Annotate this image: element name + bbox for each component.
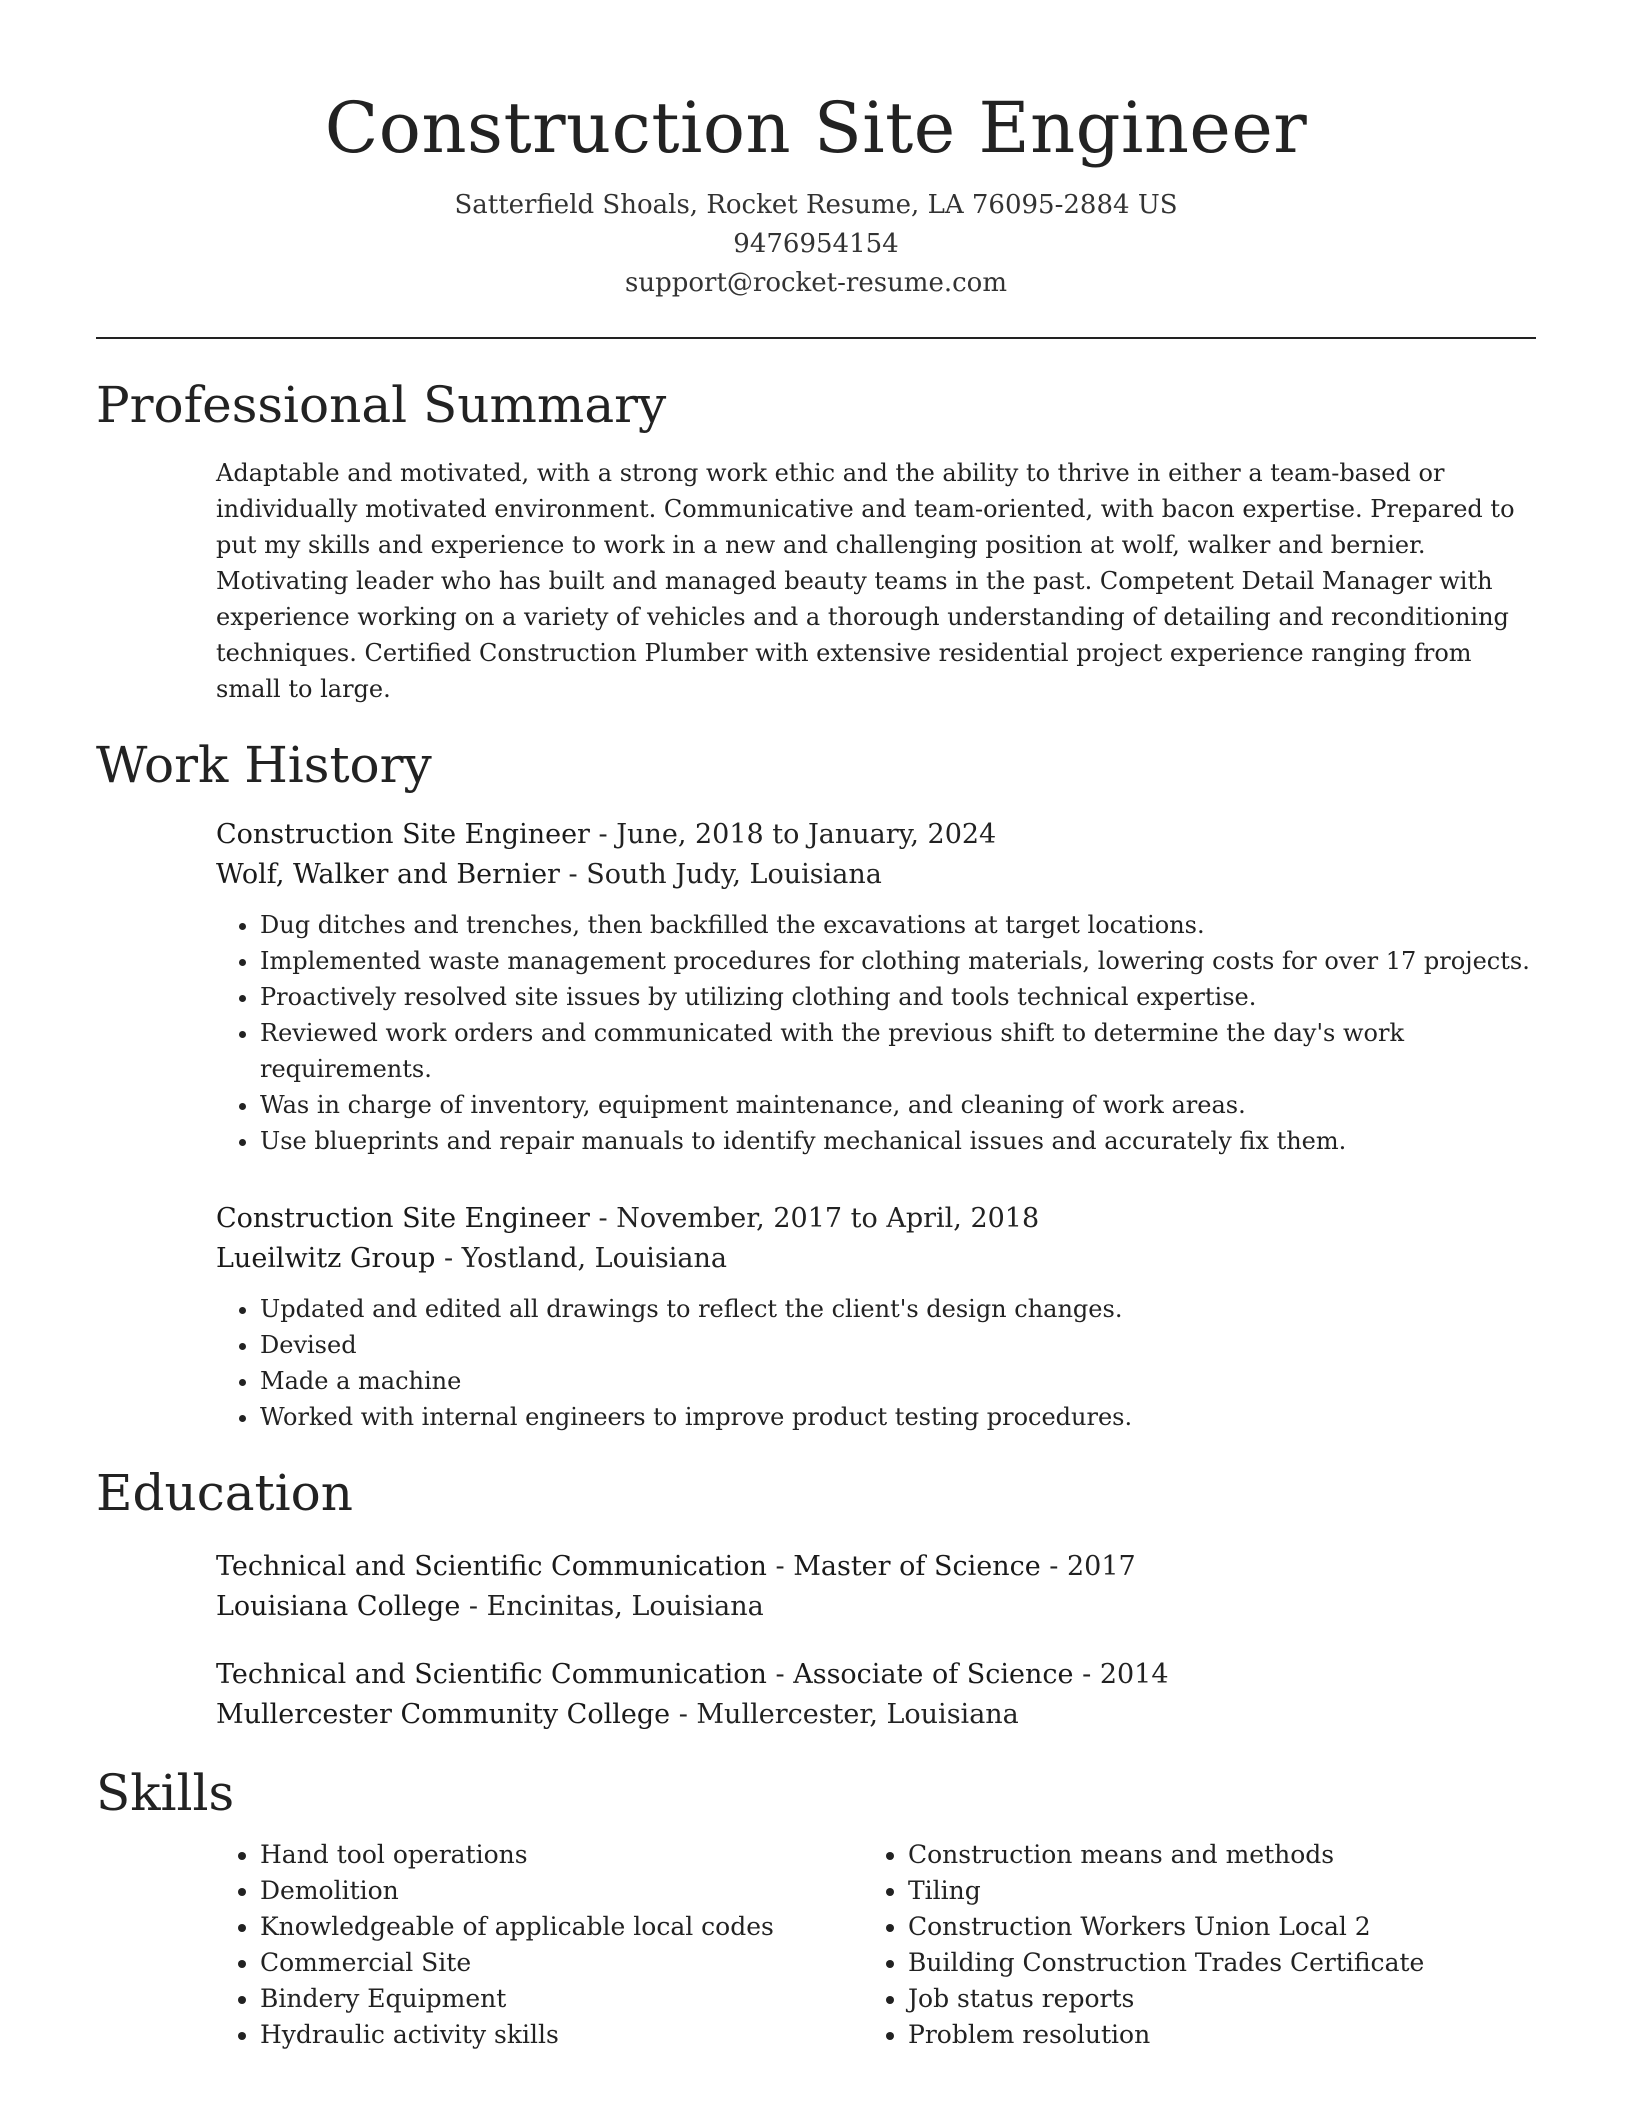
job-bullets xyxy=(216,907,1536,1159)
education-location: Mullercester, Louisiana xyxy=(696,1699,1019,1730)
job-location: Yostland, Louisiana xyxy=(461,1243,727,1274)
resume-header xyxy=(96,0,1536,303)
job-bullet: • Implemented waste management procedures for clothing materials, lowering costs for over 17 projects. xyxy=(260,943,1536,979)
skill-item: • Construction means and methods xyxy=(908,1837,1512,1873)
job-dates: June, 2018 to January, 2024 xyxy=(616,819,997,850)
education-school: Louisiana College xyxy=(216,1591,461,1622)
job-bullet: • Dug ditches and trenches, then backfilled the excavations at target locations. xyxy=(260,907,1536,943)
education-location: Encinitas, Louisiana xyxy=(486,1591,764,1622)
education-degree: Associate of Science xyxy=(793,1659,1074,1690)
contact-phone: 9476954154 xyxy=(733,229,899,259)
work-history-section xyxy=(96,735,1536,1435)
job-company: Lueilwitz Group xyxy=(216,1243,436,1274)
job-bullet: • Reviewed work orders and communicated with the previous shift to determine the day's work requirements. xyxy=(260,1015,1536,1087)
job-bullets xyxy=(216,1291,1536,1435)
skills-section xyxy=(96,1763,1536,2053)
skills-heading: Skills xyxy=(96,1764,235,1822)
job-title-line: Construction Site Engineer - November, 2017 to April, 2018 xyxy=(216,1203,1040,1234)
education-year: 2017 xyxy=(1067,1551,1136,1582)
skill-item: • Tiling xyxy=(908,1873,1512,1909)
job-bullet: • Made a machine xyxy=(260,1363,1536,1399)
summary-heading: Professional Summary xyxy=(96,376,667,434)
job-bullet: • Devised xyxy=(260,1327,1536,1363)
education-field: Technical and Scientific Communication xyxy=(216,1551,767,1582)
education-heading: Education xyxy=(96,1464,353,1522)
job-bullet: • Use blueprints and repair manuals to identify mechanical issues and accurately fix them. xyxy=(260,1123,1536,1159)
job-company-line: Wolf, Walker and Bernier - South Judy, Louisiana xyxy=(216,859,882,890)
education-school-line: Louisiana College - Encinitas, Louisiana xyxy=(216,1591,764,1622)
education-degree: Master of Science xyxy=(793,1551,1041,1582)
summary-text: Adaptable and motivated, with a strong work ethic and the ability to thrive in either a team-based or individually motivated environment. Communicative and team-oriented, with bacon expertise. Prepared to put my skills and experience to work in a new and challenging position at wolf, walker and bernier. Motivating leader who has built and managed beauty teams in the past. Competent Detail Manager with experience working on a variety of vehicles and a thorough understanding of detailing and reconditioning techniques. Certified Construction Plumber with extensive residential project experience ranging from small to large. xyxy=(216,459,1515,703)
job-bullet: • Was in charge of inventory, equipment maintenance, and cleaning of work areas. xyxy=(260,1087,1536,1123)
skill-item: • Knowledgeable of applicable local codes xyxy=(260,1909,864,1945)
education-school-line: Mullercester Community College - Mullercester, Louisiana xyxy=(216,1699,1019,1730)
skill-item: • Problem resolution xyxy=(908,2017,1512,2053)
skills-list-right xyxy=(864,1837,1512,2053)
job-company: Wolf, Walker and Bernier xyxy=(216,859,560,890)
education-section xyxy=(96,1463,1536,1735)
job-company-line: Lueilwitz Group - Yostland, Louisiana xyxy=(216,1243,727,1274)
contact-email: support@rocket-resume.com xyxy=(624,268,1007,298)
work-history-heading: Work History xyxy=(96,736,432,794)
education-degree-line: Technical and Scientific Communication - Master of Science - 2017 xyxy=(216,1551,1136,1582)
job-location: South Judy, Louisiana xyxy=(586,859,882,890)
education-entry xyxy=(216,1655,1536,1735)
education-school: Mullercester Community College xyxy=(216,1699,671,1730)
job-title-line: Construction Site Engineer - June, 2018 to January, 2024 xyxy=(216,819,997,850)
summary-section xyxy=(96,375,1536,707)
contact-address: Satterfield Shoals, Rocket Resume, LA 76095-2884 US xyxy=(454,190,1178,220)
job-role: Construction Site Engineer xyxy=(216,819,590,850)
skill-item: • Bindery Equipment xyxy=(260,1981,864,2017)
education-entry xyxy=(216,1547,1536,1627)
job-bullet: • Updated and edited all drawings to reflect the client's design changes. xyxy=(260,1291,1536,1327)
job-dates: November, 2017 to April, 2018 xyxy=(616,1203,1040,1234)
education-degree-line: Technical and Scientific Communication - Associate of Science - 2014 xyxy=(216,1659,1169,1690)
skills-columns xyxy=(216,1837,1536,2053)
skill-item: • Job status reports xyxy=(908,1981,1512,2017)
skills-list-left xyxy=(216,1837,864,2053)
job-entry xyxy=(216,1199,1536,1435)
skill-item: • Demolition xyxy=(260,1873,864,1909)
job-bullet: • Proactively resolved site issues by utilizing clothing and tools technical expertise. xyxy=(260,979,1536,1015)
job-role: Construction Site Engineer xyxy=(216,1203,590,1234)
education-year: 2014 xyxy=(1099,1659,1169,1690)
skill-item: • Building Construction Trades Certificate xyxy=(908,1945,1512,1981)
header-divider xyxy=(96,337,1536,339)
job-bullet: • Worked with internal engineers to improve product testing procedures. xyxy=(260,1399,1536,1435)
skill-item: • Construction Workers Union Local 2 xyxy=(908,1909,1512,1945)
skill-item: • Commercial Site xyxy=(260,1945,864,1981)
skill-item: • Hydraulic activity skills xyxy=(260,2017,864,2053)
candidate-title: Construction Site Engineer xyxy=(324,87,1308,169)
education-field: Technical and Scientific Communication xyxy=(216,1659,767,1690)
job-entry xyxy=(216,815,1536,1159)
skill-item: • Hand tool operations xyxy=(260,1837,864,1873)
